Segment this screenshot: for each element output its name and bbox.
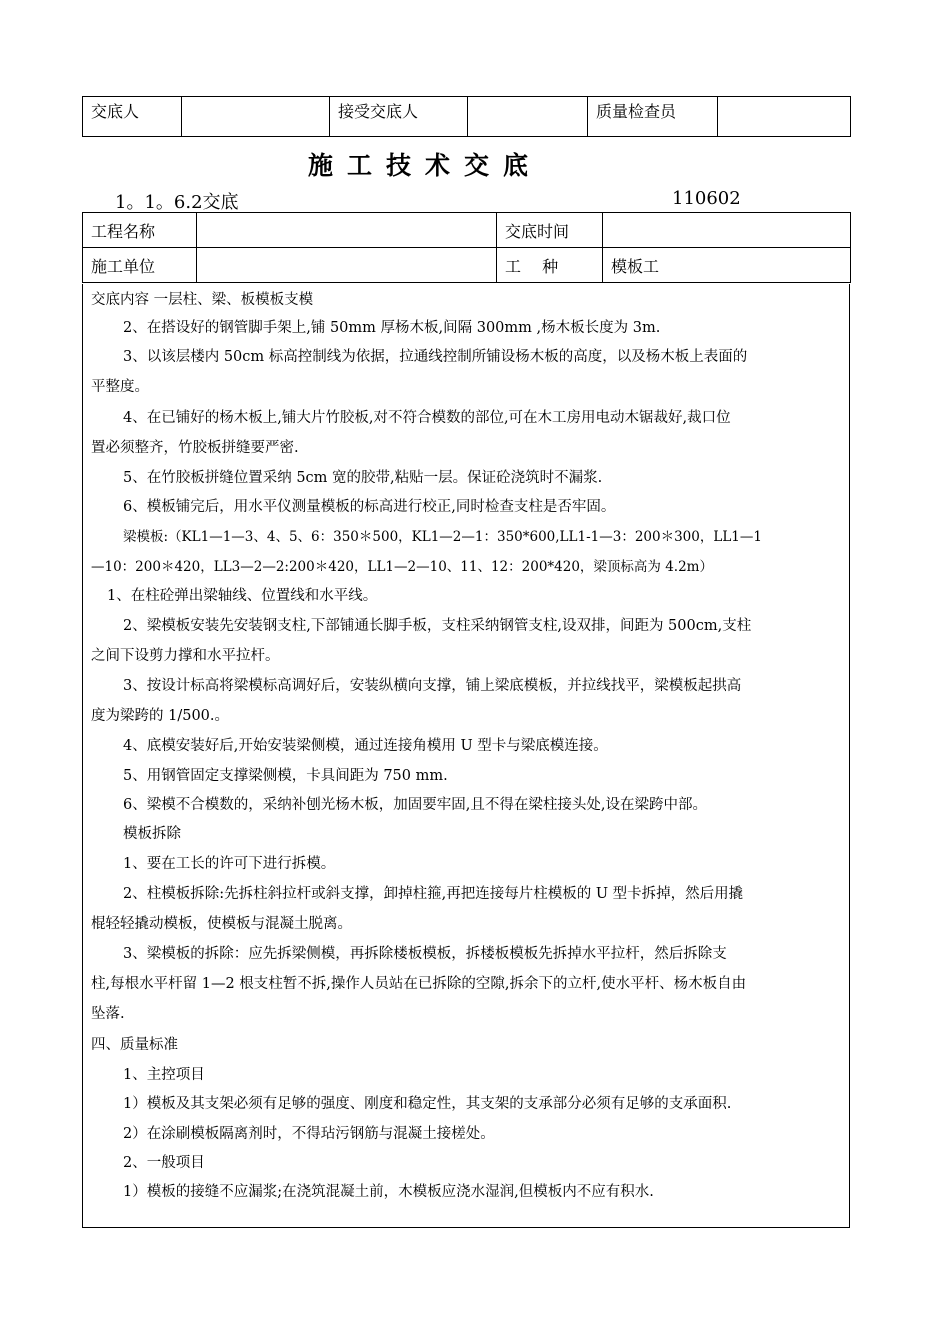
content-line: 梁模板:（KL1—1—3、4、5、6：350＊500，KL1—2—1：350*600,LL1-1—3：200＊300，LL1—1: [123, 529, 762, 545]
content-line: 平整度。: [91, 379, 149, 395]
sig-value-1[interactable]: [182, 97, 330, 137]
content-line: 置必须整齐，竹胶板拼缝要严密.: [91, 440, 299, 456]
content-line: 1、要在工长的许可下进行拆模。: [123, 856, 336, 872]
content-line: 1）模板的接缝不应漏浆;在浇筑混凝土前，木模板应浇水湿润,但模板内不应有积水.: [123, 1184, 654, 1200]
project-name-value[interactable]: [197, 213, 497, 248]
content-line: 2）在涂刷模板隔离剂时，不得玷污钢筋与混凝土接槎处。: [123, 1126, 495, 1142]
content-line: 1、主控项目: [123, 1067, 205, 1083]
content-line: 4、在已铺好的杨木板上,铺大片竹胶板,对不符合模数的部位,可在木工房用电动木锯裁好,裁口位: [123, 410, 731, 426]
content-line: 3、梁模板的拆除：应先拆梁侧模，再拆除楼板模板，拆楼板模板先拆掉水平拉杆，然后拆除支: [123, 946, 727, 962]
project-name-label: 工程名称: [83, 213, 197, 248]
content-line: —10：200＊420，LL3—2—2:200＊420，LL1—2—10、11、12：200*420，梁顶标高为 4.2m）: [91, 559, 713, 575]
content-line: 柱,每根水平杆留 1—2 根支柱暂不拆,操作人员站在已拆除的空隙,拆余下的立杆,使水平杆、杨木板自由: [91, 976, 747, 992]
content-line: 3、以该层楼内 50cm 标高控制线为依据，拉通线控制所铺设杨木板的高度，以及杨木板上表面的: [123, 349, 748, 365]
content-line: 棍轻轻撬动模板，使模板与混凝土脱离。: [91, 916, 352, 932]
sig-label-2: 接受交底人: [330, 97, 468, 137]
content-line: 3、按设计标高将梁模标高调好后，安装纵横向支撑，铺上梁底模板，并拉线找平，梁模板起拱高: [123, 678, 742, 694]
info-table: [82, 212, 851, 283]
content-line: 2、柱模板拆除:先拆柱斜拉杆或斜支撑，卸掉柱箍,再把连接每片柱模板的 U 型卡拆掉，然后用撬: [123, 886, 744, 902]
unit-label: 施工单位: [83, 248, 197, 283]
content-line: 度为梁跨的 1/500.。: [91, 708, 230, 724]
content-line: 四、质量标准: [91, 1037, 178, 1053]
content-line: 2、梁模板安装先安装钢支柱,下部铺通长脚手板，支柱采纳钢管支柱,设双排，间距为 500cm,支柱: [123, 618, 752, 634]
document-number: 110602: [672, 188, 741, 209]
date-value[interactable]: [603, 213, 851, 248]
section-number: 1。1。6.2交底: [115, 192, 239, 213]
content-line: 5、用钢管固定支撑梁侧模，卡具间距为 750 mm.: [123, 768, 448, 784]
date-label: 交底时间: [497, 213, 603, 248]
content-area: [82, 284, 850, 1228]
content-line: 模板拆除: [123, 826, 181, 842]
content-line: 1、在柱砼弹出梁轴线、位置线和水平线。: [107, 588, 378, 604]
content-line: 坠落.: [91, 1006, 125, 1022]
unit-value[interactable]: [197, 248, 497, 283]
document-title: 施工技术交底: [307, 151, 542, 180]
trade-label: 工 种: [497, 248, 603, 283]
sig-value-3[interactable]: [718, 97, 851, 137]
content-line: 2、一般项目: [123, 1155, 205, 1171]
content-line: 5、在竹胶板拼缝位置采纳 5cm 宽的胶带,粘贴一层。保证砼浇筑时不漏浆.: [123, 470, 603, 486]
sig-value-2[interactable]: [468, 97, 588, 137]
content-line: 2、在搭设好的钢管脚手架上,铺 50mm 厚杨木板,间隔 300mm ,杨木板长度为 3m.: [123, 320, 661, 336]
sig-label-1: 交底人: [83, 97, 182, 137]
content-line: 1）模板及其支架必须有足够的强度、刚度和稳定性，其支架的支承部分必须有足够的支承面积.: [123, 1096, 732, 1112]
trade-value[interactable]: 模板工: [603, 248, 851, 283]
content-line: 之间下设剪力撑和水平拉杆。: [91, 648, 280, 664]
signature-table: [82, 96, 851, 137]
sig-label-3: 质量检查员: [588, 97, 718, 137]
content-line: 6、模板铺完后，用水平仪测量模板的标高进行校正,同时检查支柱是否牢固。: [123, 499, 616, 515]
content-line: 4、底模安装好后,开始安装梁侧模，通过连接角模用 U 型卡与梁底模连接。: [123, 738, 608, 754]
content-line: 6、梁模不合模数的，采纳补刨光杨木板，加固要牢固,且不得在梁柱接头处,设在梁跨中部。: [123, 797, 707, 813]
content-line: 交底内容 一层柱、梁、板模板支模: [91, 292, 314, 308]
